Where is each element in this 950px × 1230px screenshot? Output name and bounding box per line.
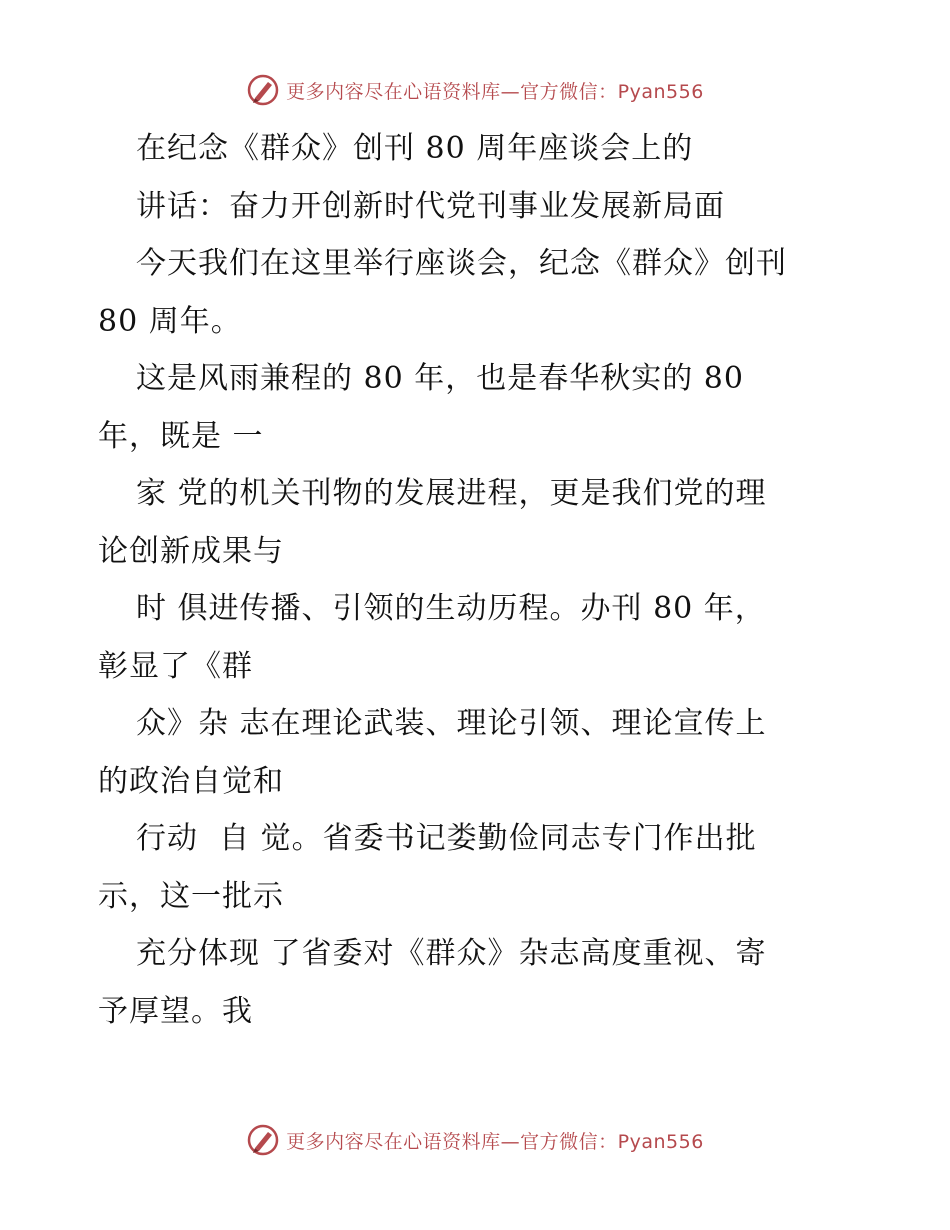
paragraph-line: 充分体现 了省委对《群众》杂志高度重视、寄 — [136, 936, 767, 971]
paragraph-line: 家 党的机关刊物的发展进程，更是我们党的理 — [136, 476, 767, 511]
paragraph-line: 论创新成果与 — [98, 533, 284, 569]
paragraph-line: 时 俱进传播、引领的生动历程。办刊 80 年， — [136, 591, 766, 626]
paragraph-line: 予厚望。我 — [98, 993, 253, 1029]
paragraph-line: 彰显了《群 — [98, 648, 253, 684]
paragraph-line: 行动 自 觉。省委书记娄勤俭同志专门作出批 — [136, 821, 757, 856]
footer-banner — [0, 1120, 950, 1160]
footer-banner-text: 更多内容尽在心语资料库—官方微信：Pyan556 — [286, 1130, 704, 1153]
title-line-1: 在纪念《群众》创刊 80 周年座谈会上的 — [136, 131, 694, 166]
paragraph-line: 这是风雨兼程的 80 年，也是春华秋实的 80 — [136, 361, 744, 396]
header-banner-text: 更多内容尽在心语资料库—官方微信：Pyan556 — [286, 80, 704, 103]
paragraph-line: 年，既是 一 — [98, 418, 264, 454]
title-line-2: 讲话：奋力开创新时代党刊事业发展新局面 — [136, 188, 725, 224]
paragraph-line: 众》杂 志在理论武装、理论引领、理论宣传上 — [136, 706, 767, 741]
paragraph-line: 今天我们在这里举行座谈会，纪念《群众》创刊 — [136, 246, 787, 281]
paragraph-line: 80 周年。 — [98, 303, 242, 339]
pen-seal-logo-icon — [246, 73, 280, 107]
header-banner — [0, 70, 950, 110]
pen-seal-logo-icon — [246, 1123, 280, 1157]
paragraph-line: 的政治自觉和 — [98, 763, 284, 799]
paragraph-line: 示，这一批示 — [98, 878, 284, 914]
document-body — [98, 120, 858, 1040]
